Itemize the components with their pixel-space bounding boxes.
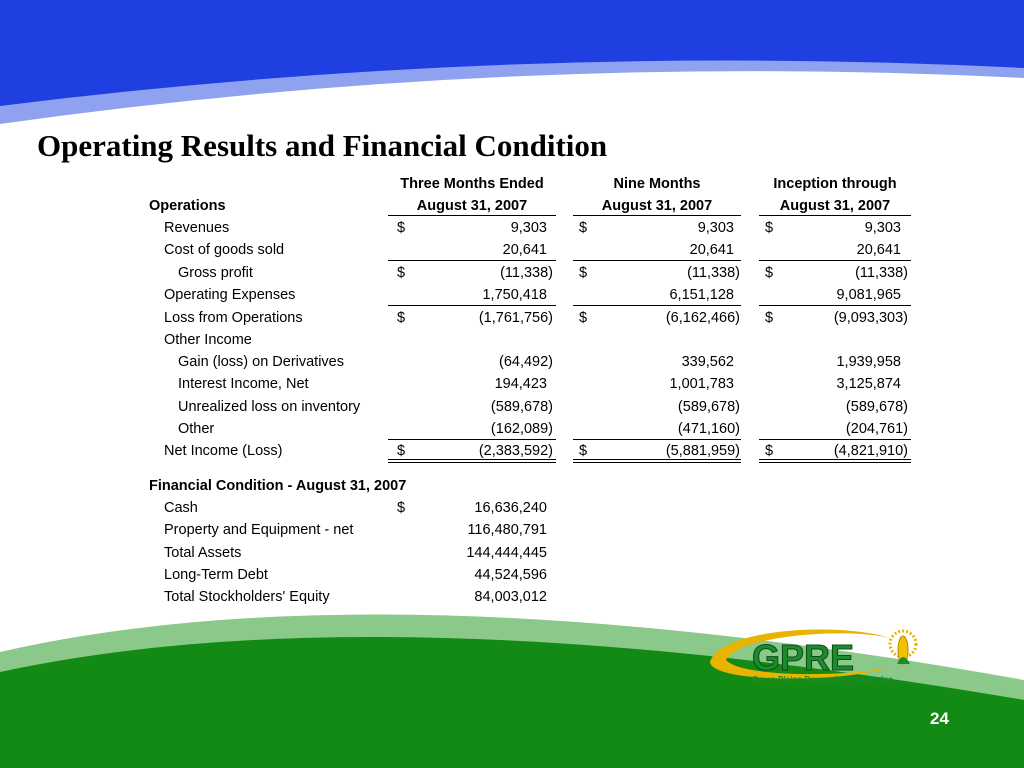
row-value-9m: (11,338): [687, 265, 740, 281]
fc-label-stockholders-equity: Total Stockholders' Equity: [164, 589, 330, 605]
fc-value: 84,003,012: [474, 589, 547, 605]
row-label-interest-income: Interest Income, Net: [178, 376, 309, 392]
row-value-inception: (4,821,910): [833, 443, 908, 459]
col2-header-line1: Nine Months: [613, 176, 701, 192]
row-dollar: $: [579, 443, 588, 459]
row-dollar: $: [397, 310, 406, 326]
fc-label-cash: Cash: [164, 500, 198, 516]
row-label-loss-from-operations: Loss from Operations: [164, 310, 303, 326]
row-value-3m: 194,423: [494, 376, 547, 392]
fc-value: 44,524,596: [474, 567, 547, 583]
row-value-3m: (2,383,592): [478, 443, 553, 459]
subtotal-rule: [573, 439, 741, 440]
subtotal-rule: [573, 260, 741, 261]
col1-header-line2: August 31, 2007: [416, 198, 528, 214]
row-dollar: $: [765, 265, 774, 281]
col1-header-rule: [388, 215, 556, 216]
row-value-9m: 339,562: [681, 354, 734, 370]
operations-heading: Operations: [149, 198, 226, 214]
row-value-9m: (589,678): [677, 399, 740, 415]
total-double-rule: [388, 459, 556, 463]
fc-label-property: Property and Equipment - net: [164, 522, 354, 538]
col2-header-line2: August 31, 2007: [601, 198, 713, 214]
row-value-3m: (11,338): [500, 265, 553, 281]
subtotal-rule: [388, 305, 556, 306]
row-value-3m: (589,678): [490, 399, 553, 415]
total-double-rule: [573, 459, 741, 463]
company-logo: [700, 620, 930, 690]
row-label-gross-profit: Gross profit: [178, 265, 253, 281]
row-value-9m: 9,303: [697, 220, 734, 236]
row-value-inception: 3,125,874: [836, 376, 901, 392]
row-value-inception: (11,338): [855, 265, 908, 281]
row-label-unrealized-loss: Unrealized loss on inventory: [178, 399, 361, 415]
col3-header-line2: August 31, 2007: [779, 198, 891, 214]
row-value-inception: 9,303: [864, 220, 901, 236]
row-dollar: $: [765, 310, 774, 326]
row-label-other: Other: [178, 421, 215, 437]
row-value-inception: 20,641: [856, 242, 901, 258]
logo-tagline: Green Plains Renewable Energy, Inc.: [752, 675, 896, 684]
financial-condition-heading: Financial Condition - August 31, 2007: [149, 478, 407, 494]
total-double-rule: [759, 459, 911, 463]
col2-header-rule: [573, 215, 741, 216]
row-label-gain-loss-derivatives: Gain (loss) on Derivatives: [178, 354, 344, 370]
row-value-inception: (9,093,303): [833, 310, 908, 326]
row-value-3m: 9,303: [510, 220, 547, 236]
row-value-3m: (64,492): [498, 354, 553, 370]
fc-label-total-assets: Total Assets: [164, 545, 242, 561]
slide-title: Operating Results and Financial Condition: [37, 128, 608, 163]
row-value-9m: (471,160): [677, 421, 740, 437]
row-value-3m: 20,641: [502, 242, 547, 258]
row-dollar: $: [579, 220, 588, 236]
subtotal-rule: [759, 439, 911, 440]
subtotal-rule: [388, 260, 556, 261]
row-dollar: $: [397, 443, 406, 459]
logo-wordmark: GPRE: [752, 637, 855, 678]
fc-value: 16,636,240: [474, 500, 547, 516]
subtotal-rule: [573, 305, 741, 306]
subtotal-rule: [759, 305, 911, 306]
row-dollar: $: [765, 220, 774, 236]
row-dollar: $: [579, 310, 588, 326]
row-label-other-income: Other Income: [164, 332, 252, 348]
col1-header-line1: Three Months Ended: [400, 176, 544, 192]
row-value-9m: 6,151,128: [669, 287, 734, 303]
col3-header-line1: Inception through: [773, 176, 897, 192]
page-number: 24: [930, 709, 949, 728]
fc-label-long-term-debt: Long-Term Debt: [164, 567, 268, 583]
row-value-3m: (1,761,756): [478, 310, 553, 326]
row-label-revenues: Revenues: [164, 220, 230, 236]
row-value-3m: 1,750,418: [482, 287, 547, 303]
subtotal-rule: [759, 260, 911, 261]
row-value-inception: (204,761): [845, 421, 908, 437]
row-value-9m: 20,641: [689, 242, 734, 258]
col3-header-rule: [759, 215, 911, 216]
fc-value: 144,444,445: [466, 545, 547, 561]
row-value-inception: 1,939,958: [836, 354, 901, 370]
row-value-9m: (6,162,466): [665, 310, 740, 326]
row-dollar: $: [397, 220, 406, 236]
fc-value: 116,480,791: [467, 522, 547, 538]
row-label-cost-of-goods-sold: Cost of goods sold: [164, 242, 285, 258]
row-value-3m: (162,089): [490, 421, 553, 437]
row-value-inception: 9,081,965: [836, 287, 901, 303]
row-label-net-income: Net Income (Loss): [164, 443, 283, 459]
fc-dollar: $: [397, 500, 406, 516]
row-value-inception: (589,678): [845, 399, 908, 415]
row-dollar: $: [397, 265, 406, 281]
row-label-operating-expenses: Operating Expenses: [164, 287, 296, 303]
row-dollar: $: [765, 443, 774, 459]
row-value-9m: (5,881,959): [665, 443, 740, 459]
logo-sun-icon: [890, 631, 916, 664]
row-dollar: $: [579, 265, 588, 281]
subtotal-rule: [388, 439, 556, 440]
row-value-9m: 1,001,783: [669, 376, 734, 392]
